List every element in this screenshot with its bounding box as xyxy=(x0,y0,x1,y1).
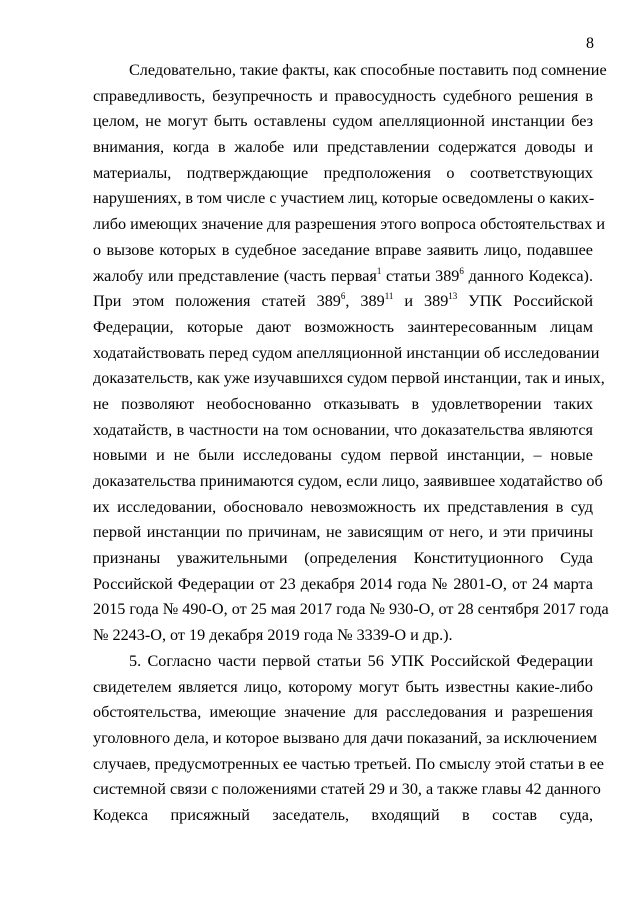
text-line xyxy=(93,135,593,161)
text-segment: № 2243-О, от 19 декабря 2019 года № 3339-О и др.). xyxy=(93,626,453,645)
text-line xyxy=(93,212,606,238)
document-body xyxy=(93,58,609,829)
page-number: 8 xyxy=(586,35,594,52)
text-segment: их исследовании, обосновало невозможность их представления в суд xyxy=(93,497,593,516)
text-segment: первой инстанции по причинам, не зависящим от него, и эти причины xyxy=(93,523,593,542)
text-segment: 2015 года № 490-О, от 25 мая 2017 года № 930-О, от 28 сентября 2017 года xyxy=(93,600,609,619)
text-segment: материалы, подтверждающие предположения о соответствующих xyxy=(93,163,593,182)
text-line xyxy=(93,238,593,264)
text-segment: жалобу или представление (часть первая xyxy=(93,266,377,285)
text-line xyxy=(93,649,593,675)
text-segment: целом, не могут быть оставлены судом апелляционной инстанции без xyxy=(93,112,593,131)
text-segment: обстоятельства, имеющие значение для расследования и разрешения xyxy=(93,703,593,722)
text-line xyxy=(93,777,601,803)
text-segment: Российской Федерации от 23 декабря 2014 года № 2801-О, от 24 марта xyxy=(93,574,593,593)
text-segment: ходатайствовать перед судом апелляционной инстанции об исследовании xyxy=(93,343,600,362)
text-line xyxy=(93,469,603,495)
text-line xyxy=(93,700,593,726)
text-segment: признаны уважительными (определения Конституционного Суда xyxy=(93,549,593,568)
text-line xyxy=(93,366,605,392)
text-segment: доказательства принимаются судом, если лицо, заявившее ходатайство об xyxy=(93,472,603,490)
text-line xyxy=(93,392,593,418)
text-segment: свидетелем является лицо, которому могут быть известны какие-либо xyxy=(93,677,593,696)
text-line xyxy=(93,289,593,315)
text-segment: Федерации, которые дают возможность заинтересованным лицам xyxy=(93,317,593,336)
text-segment: Следовательно, такие факты, как способные поставить под сомнение xyxy=(129,61,607,79)
text-line xyxy=(93,597,609,623)
text-line xyxy=(93,495,593,521)
text-segment: , 389 xyxy=(345,292,385,311)
text-line xyxy=(93,264,593,290)
superscript: 11 xyxy=(384,291,394,302)
text-segment: статьи 389 xyxy=(381,266,460,285)
text-line xyxy=(93,675,593,701)
text-line xyxy=(93,572,593,598)
text-line xyxy=(93,58,607,84)
text-segment: о вызове которых в судебное заседание вправе заявить лицо, подавшее xyxy=(93,240,593,259)
superscript: 1 xyxy=(376,265,382,276)
text-line xyxy=(93,341,600,367)
text-segment: случаев, предусмотренных ее частью третьей. По смыслу этой статьи в ее xyxy=(93,754,604,773)
text-segment: и 389 xyxy=(393,292,449,311)
text-line xyxy=(93,726,598,752)
text-segment: При этом положения статей 389 xyxy=(93,292,341,311)
text-line xyxy=(93,109,593,135)
text-segment: внимания, когда в жалобе или представлении содержатся доводы и xyxy=(93,138,593,157)
text-segment: системной связи с положениями статей 29 и 30, а также главы 42 данного xyxy=(93,780,601,799)
superscript: 6 xyxy=(340,291,346,302)
text-segment: УПК Российской xyxy=(457,292,593,311)
text-line xyxy=(93,161,593,187)
text-line xyxy=(93,84,593,110)
text-segment: новыми и не были исследованы судом первой инстанции, – новые xyxy=(93,446,593,465)
text-line xyxy=(93,752,604,778)
text-segment: данного Кодекса). xyxy=(463,266,593,285)
text-line xyxy=(93,520,593,546)
text-segment: доказательств, как уже изучавшихся судом первой инстанции, так и иных, xyxy=(93,369,605,388)
text-segment: нарушениях, в том числе с участием лиц, которые осведомлены о каких- xyxy=(93,189,595,208)
text-line xyxy=(93,623,593,649)
text-line xyxy=(93,803,593,829)
superscript: 6 xyxy=(459,265,464,276)
text-segment: ходатайств, в частности на том основании, что доказательства являются xyxy=(93,420,593,439)
text-segment: Кодекса присяжный заседатель, входящий в состав суда, xyxy=(93,805,593,824)
text-line xyxy=(93,443,593,469)
text-line xyxy=(93,315,593,341)
text-segment: либо имеющих значение для разрешения этого вопроса обстоятельствах и xyxy=(93,215,606,234)
text-segment: уголовного дела, и которое вызвано для дачи показаний, за исключением xyxy=(93,728,598,747)
text-segment: 5. Согласно части первой статьи 56 УПК Российской Федерации xyxy=(129,651,593,670)
text-line xyxy=(93,418,593,444)
text-line xyxy=(93,186,593,212)
superscript: 13 xyxy=(448,291,458,302)
text-segment: справедливость, безупречность и правосудность судебного решения в xyxy=(93,86,593,105)
text-line xyxy=(93,546,593,572)
text-segment: не позволяют необоснованно отказывать в удовлетворении таких xyxy=(93,394,593,413)
